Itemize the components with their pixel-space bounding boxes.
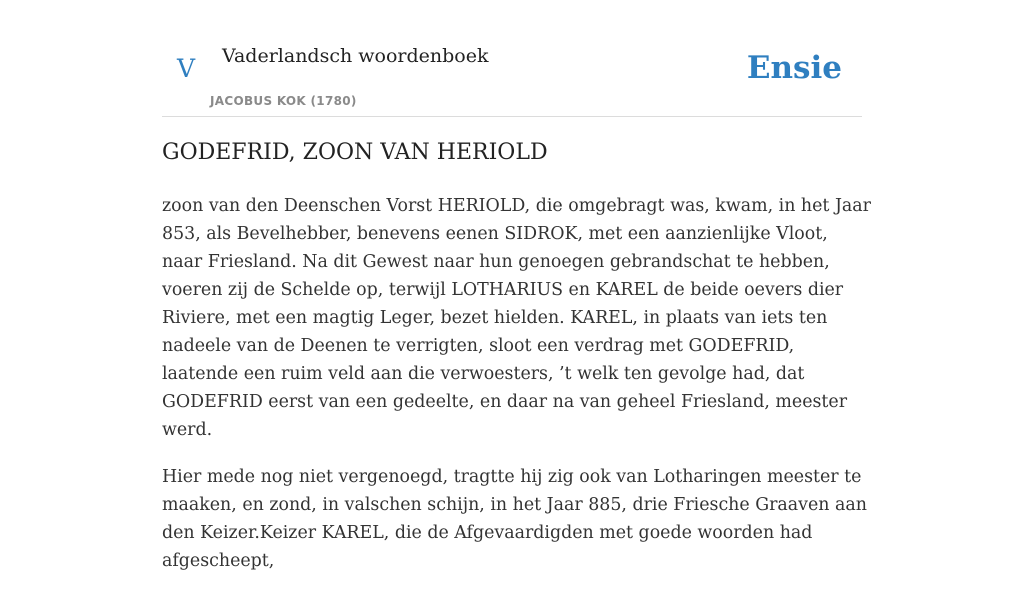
entry-paragraph: Hier mede nog niet vergenoegd, tragtte hij zig ook van Lotharingen meester te maaken, en zond, in valschen schijn, in het Jaar 885, drie Friesche Graaven aan den Keizer.Keizer KAREL, die de Afgevaardigden met goede woorden had afgescheept, <box>162 467 867 571</box>
book-title-link[interactable]: Vaderlandsch woordenboek <box>222 45 489 67</box>
header <box>162 0 862 117</box>
entry-title: GODEFRID, ZOON VAN HERIOLD <box>162 140 548 165</box>
author-label: JACOBUS KOK (1780) <box>210 94 357 108</box>
entry-paragraph: zoon van den Deenschen Vorst HERIOLD, die omgebragt was, kwam, in het Jaar 853, als Bevelhebber, benevens eenen SIDROK, met een aanzienlijke Vloot, naar Friesland. Na dit Gewest naar hun genoegen gebrandschat te hebben, voeren zij de Schelde op, terwijl LOTHARIUS en KAREL de beide oevers dier Riviere, met een magtig Leger, bezet hielden. KAREL, in plaats van iets ten nadeele van de Deenen te verrigten, sloot een verdrag met GODEFRID, laatende een ruim veld aan die verwoesters, ’t welk ten gevolge had, dat GODEFRID eerst van een gedeelte, en daar na van geheel Friesland, meester werd. <box>162 196 871 440</box>
letter-link[interactable]: V <box>177 54 196 83</box>
brand-logo-link[interactable]: Ensie <box>746 50 842 86</box>
entry-body <box>162 192 872 594</box>
